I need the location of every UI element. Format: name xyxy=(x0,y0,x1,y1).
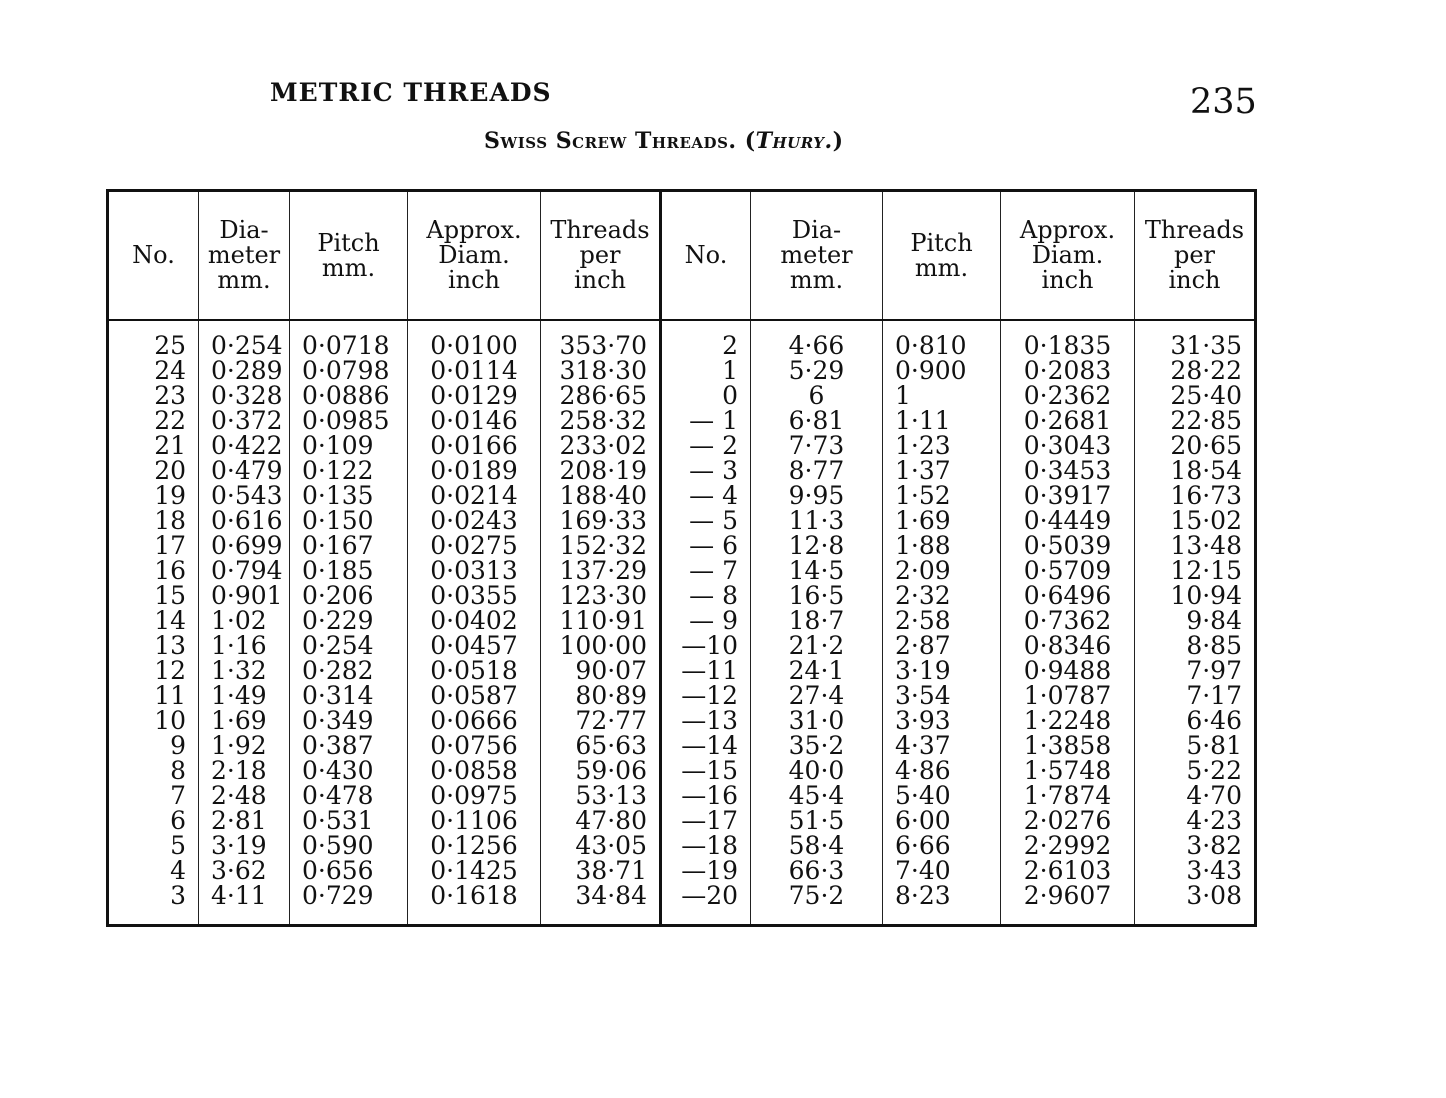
cell-left-threads-per-inch: 100·00 xyxy=(541,633,661,658)
cell-left-approx-diam-inch: 0·0189 xyxy=(408,458,541,483)
cell-right-approx-diam-inch: 0·3043 xyxy=(1001,433,1135,458)
cell-left-diameter-mm: 2·81 xyxy=(199,808,290,833)
cell-left-approx-diam-inch: 0·0243 xyxy=(408,508,541,533)
cell-left-no: 15 xyxy=(154,581,186,610)
cell-right-approx-diam-inch: 1·5748 xyxy=(1001,758,1135,783)
cell-right-approx-diam-inch: 0·8346 xyxy=(1001,633,1135,658)
cell-left-threads-per-inch: 258·32 xyxy=(541,408,661,433)
cell-right-diameter-mm: 16·5 xyxy=(751,583,883,608)
cell-right-pitch-mm: 0·900 xyxy=(883,358,1001,383)
column-header-left-threads-per-inch: Threads per inch xyxy=(541,191,661,321)
column-header-right-pitch-mm: Pitch mm. xyxy=(883,191,1001,321)
cell-right-pitch-mm: 1 xyxy=(883,383,1001,408)
column-header-left-diameter-mm: Dia- meter mm. xyxy=(199,191,290,321)
cell-left-approx-diam-inch: 0·0457 xyxy=(408,633,541,658)
column-header-right-threads-per-inch: Threads per inch xyxy=(1135,191,1256,321)
cell-right-diameter-mm: 8·77 xyxy=(751,458,883,483)
cell-right-threads-per-inch: 18·54 xyxy=(1135,458,1256,483)
cell-right-no: —16 xyxy=(661,783,751,808)
cell-right-approx-diam-inch: 0·3917 xyxy=(1001,483,1135,508)
cell-right-diameter-mm: 24·1 xyxy=(751,658,883,683)
cell-right-approx-diam-inch: 0·2362 xyxy=(1001,383,1135,408)
cell-left-pitch-mm: 0·206 xyxy=(290,583,408,608)
cell-right-pitch-mm: 0·810 xyxy=(883,320,1001,358)
cell-left-pitch-mm: 0·478 xyxy=(290,783,408,808)
table-title-main: Swiss Screw Threads. ( xyxy=(484,128,756,154)
cell-left-pitch-mm: 0·387 xyxy=(290,733,408,758)
cell-right-pitch-mm: 2·87 xyxy=(883,633,1001,658)
table-row xyxy=(108,558,1256,583)
cell-right-threads-per-inch: 28·22 xyxy=(1135,358,1256,383)
cell-right-approx-diam-inch: 0·5039 xyxy=(1001,533,1135,558)
cell-right-threads-per-inch: 5·81 xyxy=(1135,733,1256,758)
cell-left-approx-diam-inch: 0·0129 xyxy=(408,383,541,408)
cell-left-threads-per-inch: 110·91 xyxy=(541,608,661,633)
cell-left-approx-diam-inch: 0·1256 xyxy=(408,833,541,858)
cell-left-pitch-mm: 0·314 xyxy=(290,683,408,708)
cell-right-no: —15 xyxy=(661,758,751,783)
cell-left-pitch-mm: 0·167 xyxy=(290,533,408,558)
cell-right-diameter-mm: 58·4 xyxy=(751,833,883,858)
cell-left-diameter-mm: 4·11 xyxy=(199,883,290,926)
table-row xyxy=(108,783,1256,808)
cell-left-pitch-mm: 0·122 xyxy=(290,458,408,483)
cell-right-threads-per-inch: 10·94 xyxy=(1135,583,1256,608)
cell-left-pitch-mm: 0·254 xyxy=(290,633,408,658)
cell-right-approx-diam-inch: 1·0787 xyxy=(1001,683,1135,708)
cell-right-threads-per-inch: 6·46 xyxy=(1135,708,1256,733)
cell-left-no: 9 xyxy=(170,731,186,760)
cell-right-pitch-mm: 8·23 xyxy=(883,883,1001,926)
cell-right-threads-per-inch: 25·40 xyxy=(1135,383,1256,408)
cell-right-diameter-mm: 45·4 xyxy=(751,783,883,808)
cell-left-no: 24 xyxy=(154,356,186,385)
cell-left-diameter-mm: 0·328 xyxy=(199,383,290,408)
cell-left-approx-diam-inch: 0·0166 xyxy=(408,433,541,458)
column-header-right-diameter-mm: Dia- meter mm. xyxy=(751,191,883,321)
cell-left-diameter-mm: 0·254 xyxy=(199,320,290,358)
cell-left-diameter-mm: 3·19 xyxy=(199,833,290,858)
table-row xyxy=(108,733,1256,758)
cell-left-approx-diam-inch: 0·0666 xyxy=(408,708,541,733)
cell-right-no: — 2 xyxy=(661,433,751,458)
cell-right-threads-per-inch: 4·23 xyxy=(1135,808,1256,833)
cell-right-diameter-mm: 21·2 xyxy=(751,633,883,658)
cell-left-pitch-mm: 0·656 xyxy=(290,858,408,883)
cell-right-diameter-mm: 9·95 xyxy=(751,483,883,508)
table-body xyxy=(108,320,1256,926)
cell-right-pitch-mm: 2·09 xyxy=(883,558,1001,583)
cell-right-no: — 7 xyxy=(661,558,751,583)
table-title xyxy=(484,128,844,154)
cell-left-no: 3 xyxy=(170,881,186,910)
cell-left-no: 12 xyxy=(154,656,186,685)
cell-left-no: 5 xyxy=(170,831,186,860)
cell-left-diameter-mm: 0·794 xyxy=(199,558,290,583)
cell-right-threads-per-inch: 31·35 xyxy=(1135,320,1256,358)
cell-right-diameter-mm: 18·7 xyxy=(751,608,883,633)
cell-right-pitch-mm: 1·37 xyxy=(883,458,1001,483)
cell-left-pitch-mm: 0·0886 xyxy=(290,383,408,408)
cell-right-approx-diam-inch: 0·1835 xyxy=(1001,320,1135,358)
cell-left-approx-diam-inch: 0·0402 xyxy=(408,608,541,633)
cell-right-pitch-mm: 6·66 xyxy=(883,833,1001,858)
thread-table xyxy=(106,189,1257,927)
cell-right-diameter-mm: 75·2 xyxy=(751,883,883,926)
header-row xyxy=(108,191,1256,321)
cell-left-pitch-mm: 0·0985 xyxy=(290,408,408,433)
cell-left-threads-per-inch: 208·19 xyxy=(541,458,661,483)
cell-right-pitch-mm: 7·40 xyxy=(883,858,1001,883)
column-header-right-approx-diam-inch: Approx. Diam. inch xyxy=(1001,191,1135,321)
cell-right-approx-diam-inch: 0·2083 xyxy=(1001,358,1135,383)
cell-right-no: 1 xyxy=(661,358,751,383)
cell-right-no: —14 xyxy=(661,733,751,758)
cell-left-diameter-mm: 1·02 xyxy=(199,608,290,633)
cell-right-pitch-mm: 2·58 xyxy=(883,608,1001,633)
cell-left-approx-diam-inch: 0·0355 xyxy=(408,583,541,608)
cell-right-diameter-mm: 35·2 xyxy=(751,733,883,758)
cell-right-pitch-mm: 5·40 xyxy=(883,783,1001,808)
cell-right-approx-diam-inch: 0·2681 xyxy=(1001,408,1135,433)
cell-left-no: 13 xyxy=(154,631,186,660)
cell-right-no: 0 xyxy=(661,383,751,408)
cell-right-approx-diam-inch: 2·9607 xyxy=(1001,883,1135,926)
cell-left-threads-per-inch: 47·80 xyxy=(541,808,661,833)
cell-left-no: 23 xyxy=(154,381,186,410)
table-row xyxy=(108,658,1256,683)
cell-left-pitch-mm: 0·135 xyxy=(290,483,408,508)
cell-right-threads-per-inch: 3·08 xyxy=(1135,883,1256,926)
cell-left-threads-per-inch: 152·32 xyxy=(541,533,661,558)
cell-left-no: 18 xyxy=(154,506,186,535)
cell-right-no: — 1 xyxy=(661,408,751,433)
cell-left-no: 25 xyxy=(154,331,186,360)
cell-left-pitch-mm: 0·531 xyxy=(290,808,408,833)
cell-left-no: 10 xyxy=(154,706,186,735)
cell-right-threads-per-inch: 13·48 xyxy=(1135,533,1256,558)
table-row xyxy=(108,458,1256,483)
table-row xyxy=(108,483,1256,508)
cell-right-no: —19 xyxy=(661,858,751,883)
column-header-right-no: No. xyxy=(661,191,751,321)
cell-left-pitch-mm: 0·150 xyxy=(290,508,408,533)
table-row xyxy=(108,508,1256,533)
cell-right-threads-per-inch: 20·65 xyxy=(1135,433,1256,458)
cell-left-threads-per-inch: 43·05 xyxy=(541,833,661,858)
cell-right-no: — 8 xyxy=(661,583,751,608)
cell-right-pitch-mm: 1·52 xyxy=(883,483,1001,508)
cell-right-threads-per-inch: 16·73 xyxy=(1135,483,1256,508)
cell-right-threads-per-inch: 4·70 xyxy=(1135,783,1256,808)
cell-left-pitch-mm: 0·282 xyxy=(290,658,408,683)
cell-left-threads-per-inch: 65·63 xyxy=(541,733,661,758)
table-title-end: ) xyxy=(832,128,844,154)
cell-right-approx-diam-inch: 0·6496 xyxy=(1001,583,1135,608)
cell-left-pitch-mm: 0·349 xyxy=(290,708,408,733)
cell-left-diameter-mm: 0·616 xyxy=(199,508,290,533)
cell-left-approx-diam-inch: 0·1106 xyxy=(408,808,541,833)
cell-left-pitch-mm: 0·185 xyxy=(290,558,408,583)
cell-right-threads-per-inch: 7·97 xyxy=(1135,658,1256,683)
cell-right-diameter-mm: 6 xyxy=(751,383,883,408)
table-row xyxy=(108,358,1256,383)
cell-left-no: 6 xyxy=(170,806,186,835)
cell-left-approx-diam-inch: 0·0100 xyxy=(408,320,541,358)
cell-left-no: 19 xyxy=(154,481,186,510)
table-row xyxy=(108,583,1256,608)
cell-left-threads-per-inch: 353·70 xyxy=(541,320,661,358)
cell-left-approx-diam-inch: 0·0518 xyxy=(408,658,541,683)
cell-left-threads-per-inch: 59·06 xyxy=(541,758,661,783)
cell-left-no: 11 xyxy=(154,681,186,710)
cell-right-pitch-mm: 3·93 xyxy=(883,708,1001,733)
cell-right-diameter-mm: 14·5 xyxy=(751,558,883,583)
cell-right-pitch-mm: 3·19 xyxy=(883,658,1001,683)
cell-right-approx-diam-inch: 1·7874 xyxy=(1001,783,1135,808)
column-header-left-approx-diam-inch: Approx. Diam. inch xyxy=(408,191,541,321)
cell-left-approx-diam-inch: 0·0313 xyxy=(408,558,541,583)
cell-left-approx-diam-inch: 0·1425 xyxy=(408,858,541,883)
cell-left-pitch-mm: 0·729 xyxy=(290,883,408,926)
cell-left-no: 16 xyxy=(154,556,186,585)
table-row xyxy=(108,433,1256,458)
cell-right-diameter-mm: 27·4 xyxy=(751,683,883,708)
table-row xyxy=(108,883,1256,926)
table-row xyxy=(108,758,1256,783)
cell-left-pitch-mm: 0·0798 xyxy=(290,358,408,383)
cell-right-diameter-mm: 40·0 xyxy=(751,758,883,783)
cell-left-pitch-mm: 0·0718 xyxy=(290,320,408,358)
column-header-left-pitch-mm: Pitch mm. xyxy=(290,191,408,321)
table-row xyxy=(108,633,1256,658)
cell-right-approx-diam-inch: 2·0276 xyxy=(1001,808,1135,833)
cell-right-threads-per-inch: 12·15 xyxy=(1135,558,1256,583)
cell-left-diameter-mm: 2·18 xyxy=(199,758,290,783)
table-row xyxy=(108,858,1256,883)
table-row xyxy=(108,683,1256,708)
cell-right-diameter-mm: 31·0 xyxy=(751,708,883,733)
cell-right-no: — 4 xyxy=(661,483,751,508)
cell-left-no: 21 xyxy=(154,431,186,460)
cell-left-diameter-mm: 0·543 xyxy=(199,483,290,508)
cell-right-approx-diam-inch: 0·3453 xyxy=(1001,458,1135,483)
table-row xyxy=(108,608,1256,633)
cell-right-approx-diam-inch: 0·9488 xyxy=(1001,658,1135,683)
cell-left-threads-per-inch: 90·07 xyxy=(541,658,661,683)
cell-left-no: 17 xyxy=(154,531,186,560)
cell-left-threads-per-inch: 123·30 xyxy=(541,583,661,608)
cell-right-threads-per-inch: 9·84 xyxy=(1135,608,1256,633)
cell-right-diameter-mm: 51·5 xyxy=(751,808,883,833)
cell-right-threads-per-inch: 7·17 xyxy=(1135,683,1256,708)
cell-left-diameter-mm: 1·92 xyxy=(199,733,290,758)
cell-right-pitch-mm: 1·23 xyxy=(883,433,1001,458)
cell-left-diameter-mm: 0·479 xyxy=(199,458,290,483)
cell-left-threads-per-inch: 34·84 xyxy=(541,883,661,926)
cell-right-pitch-mm: 3·54 xyxy=(883,683,1001,708)
cell-left-no: 14 xyxy=(154,606,186,635)
cell-left-approx-diam-inch: 0·0114 xyxy=(408,358,541,383)
cell-right-approx-diam-inch: 1·2248 xyxy=(1001,708,1135,733)
cell-left-threads-per-inch: 318·30 xyxy=(541,358,661,383)
cell-left-approx-diam-inch: 0·0214 xyxy=(408,483,541,508)
cell-left-approx-diam-inch: 0·0587 xyxy=(408,683,541,708)
cell-left-diameter-mm: 0·289 xyxy=(199,358,290,383)
cell-right-diameter-mm: 66·3 xyxy=(751,858,883,883)
cell-left-pitch-mm: 0·590 xyxy=(290,833,408,858)
cell-right-diameter-mm: 12·8 xyxy=(751,533,883,558)
cell-right-pitch-mm: 1·88 xyxy=(883,533,1001,558)
cell-right-no: —20 xyxy=(661,883,751,926)
table-row xyxy=(108,533,1256,558)
table-row xyxy=(108,808,1256,833)
cell-left-diameter-mm: 0·901 xyxy=(199,583,290,608)
page-number: 235 xyxy=(1190,82,1257,122)
cell-right-threads-per-inch: 8·85 xyxy=(1135,633,1256,658)
table-title-italic: Thury. xyxy=(755,128,833,154)
table-row xyxy=(108,708,1256,733)
cell-left-threads-per-inch: 188·40 xyxy=(541,483,661,508)
cell-left-threads-per-inch: 53·13 xyxy=(541,783,661,808)
cell-left-diameter-mm: 0·699 xyxy=(199,533,290,558)
cell-left-no: 22 xyxy=(154,406,186,435)
cell-left-approx-diam-inch: 0·0858 xyxy=(408,758,541,783)
cell-left-diameter-mm: 1·69 xyxy=(199,708,290,733)
cell-right-no: — 9 xyxy=(661,608,751,633)
cell-right-pitch-mm: 2·32 xyxy=(883,583,1001,608)
cell-right-threads-per-inch: 15·02 xyxy=(1135,508,1256,533)
cell-right-approx-diam-inch: 1·3858 xyxy=(1001,733,1135,758)
cell-right-approx-diam-inch: 0·7362 xyxy=(1001,608,1135,633)
cell-right-threads-per-inch: 22·85 xyxy=(1135,408,1256,433)
table-row xyxy=(108,320,1256,358)
cell-right-diameter-mm: 7·73 xyxy=(751,433,883,458)
cell-right-no: —11 xyxy=(661,658,751,683)
cell-left-diameter-mm: 3·62 xyxy=(199,858,290,883)
cell-right-no: —10 xyxy=(661,633,751,658)
cell-left-no: 4 xyxy=(170,856,186,885)
cell-left-approx-diam-inch: 0·0975 xyxy=(408,783,541,808)
table-row xyxy=(108,408,1256,433)
cell-left-threads-per-inch: 137·29 xyxy=(541,558,661,583)
cell-left-diameter-mm: 1·32 xyxy=(199,658,290,683)
table-row xyxy=(108,383,1256,408)
cell-right-no: — 3 xyxy=(661,458,751,483)
cell-left-threads-per-inch: 80·89 xyxy=(541,683,661,708)
cell-left-threads-per-inch: 169·33 xyxy=(541,508,661,533)
cell-right-approx-diam-inch: 0·5709 xyxy=(1001,558,1135,583)
cell-left-diameter-mm: 2·48 xyxy=(199,783,290,808)
cell-left-diameter-mm: 0·422 xyxy=(199,433,290,458)
cell-right-approx-diam-inch: 2·6103 xyxy=(1001,858,1135,883)
cell-left-threads-per-inch: 38·71 xyxy=(541,858,661,883)
cell-left-pitch-mm: 0·229 xyxy=(290,608,408,633)
cell-left-pitch-mm: 0·430 xyxy=(290,758,408,783)
column-header-left-no: No. xyxy=(108,191,199,321)
cell-right-threads-per-inch: 3·43 xyxy=(1135,858,1256,883)
cell-left-approx-diam-inch: 0·0146 xyxy=(408,408,541,433)
cell-right-approx-diam-inch: 2·2992 xyxy=(1001,833,1135,858)
running-head: METRIC THREADS xyxy=(270,78,552,107)
cell-right-diameter-mm: 4·66 xyxy=(751,320,883,358)
cell-right-threads-per-inch: 3·82 xyxy=(1135,833,1256,858)
cell-left-no: 7 xyxy=(170,781,186,810)
cell-left-approx-diam-inch: 0·0756 xyxy=(408,733,541,758)
cell-right-no: —18 xyxy=(661,833,751,858)
cell-right-pitch-mm: 4·86 xyxy=(883,758,1001,783)
cell-left-diameter-mm: 1·16 xyxy=(199,633,290,658)
cell-right-pitch-mm: 4·37 xyxy=(883,733,1001,758)
cell-left-threads-per-inch: 286·65 xyxy=(541,383,661,408)
cell-right-pitch-mm: 6·00 xyxy=(883,808,1001,833)
cell-right-no: — 5 xyxy=(661,508,751,533)
cell-right-approx-diam-inch: 0·4449 xyxy=(1001,508,1135,533)
cell-right-no: —12 xyxy=(661,683,751,708)
cell-right-pitch-mm: 1·69 xyxy=(883,508,1001,533)
cell-left-diameter-mm: 1·49 xyxy=(199,683,290,708)
cell-right-no: 2 xyxy=(661,320,751,358)
table-row xyxy=(108,833,1256,858)
cell-right-diameter-mm: 6·81 xyxy=(751,408,883,433)
cell-left-threads-per-inch: 233·02 xyxy=(541,433,661,458)
cell-left-no: 20 xyxy=(154,456,186,485)
cell-right-no: —17 xyxy=(661,808,751,833)
cell-left-diameter-mm: 0·372 xyxy=(199,408,290,433)
cell-right-no: —13 xyxy=(661,708,751,733)
cell-right-diameter-mm: 5·29 xyxy=(751,358,883,383)
cell-left-threads-per-inch: 72·77 xyxy=(541,708,661,733)
cell-right-threads-per-inch: 5·22 xyxy=(1135,758,1256,783)
cell-left-approx-diam-inch: 0·1618 xyxy=(408,883,541,926)
cell-left-no: 8 xyxy=(170,756,186,785)
cell-right-diameter-mm: 11·3 xyxy=(751,508,883,533)
cell-right-no: — 6 xyxy=(661,533,751,558)
cell-left-approx-diam-inch: 0·0275 xyxy=(408,533,541,558)
cell-left-pitch-mm: 0·109 xyxy=(290,433,408,458)
cell-right-pitch-mm: 1·11 xyxy=(883,408,1001,433)
